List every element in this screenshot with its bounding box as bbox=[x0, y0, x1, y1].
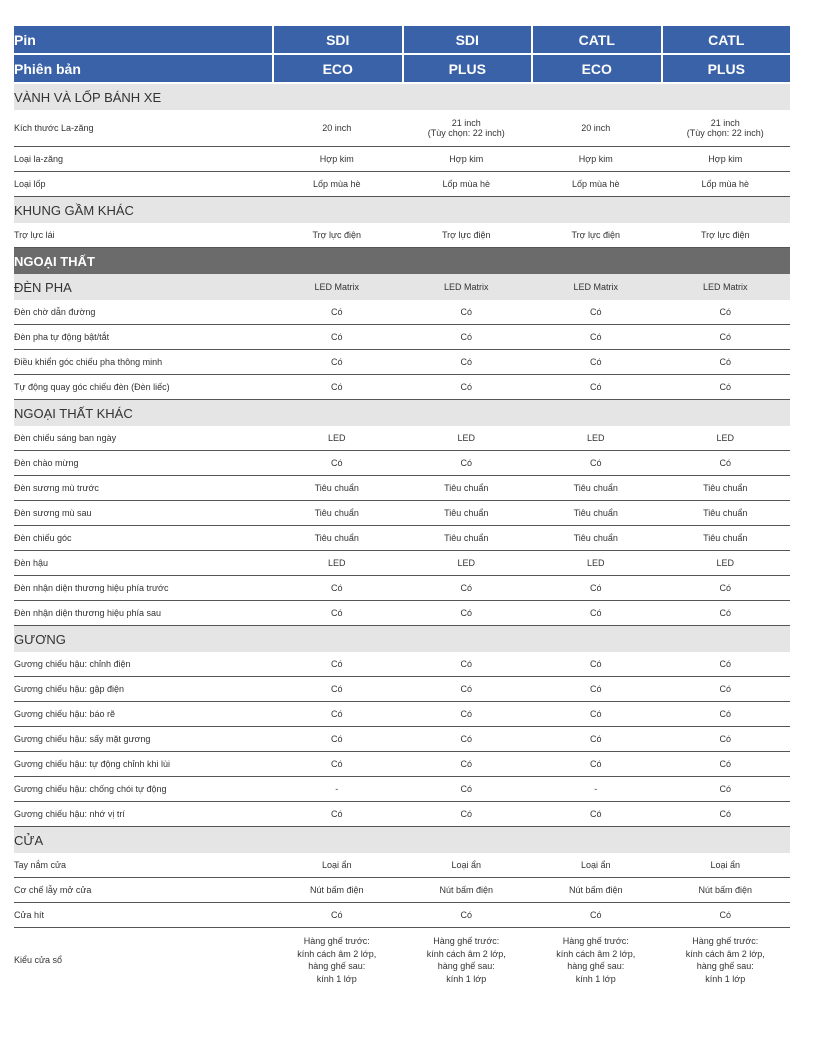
row-label: Loại la-zăng bbox=[14, 147, 272, 172]
row-label: Gương chiếu hậu: tự động chỉnh khi lùi bbox=[14, 752, 272, 777]
row-label: Đèn nhận diện thương hiệu phía trước bbox=[14, 576, 272, 601]
row-value: Có bbox=[402, 903, 532, 928]
row-value: Có bbox=[531, 802, 661, 827]
row-label: Kích thước La-zăng bbox=[14, 110, 272, 147]
row-value: Hợp kim bbox=[272, 147, 402, 172]
row-value: Có bbox=[272, 350, 402, 375]
row-label: Gương chiếu hậu: chỉnh điện bbox=[14, 652, 272, 677]
row-label: Trợ lực lái bbox=[14, 223, 272, 248]
row-value: Lốp mùa hè bbox=[661, 172, 791, 197]
row-value: Có bbox=[272, 702, 402, 727]
header-cell: CATL bbox=[661, 26, 791, 55]
row-label: Tay nắm cửa bbox=[14, 853, 272, 878]
row-value: Có bbox=[531, 325, 661, 350]
section-header-chassis bbox=[14, 197, 790, 223]
row-value: Nút bấm điện bbox=[402, 878, 532, 903]
row-label: Đèn nhận diện thương hiệu phía sau bbox=[14, 601, 272, 626]
row-value: Có bbox=[402, 350, 532, 375]
table-row bbox=[14, 172, 790, 197]
row-value: Lốp mùa hè bbox=[272, 172, 402, 197]
row-value: Có bbox=[531, 350, 661, 375]
row-value: Có bbox=[402, 777, 532, 802]
header-cell: PLUS bbox=[402, 55, 532, 84]
row-value: Tiêu chuẩn bbox=[661, 526, 791, 551]
row-value: Trợ lực điện bbox=[661, 223, 791, 248]
table-row bbox=[14, 300, 790, 325]
row-value: Có bbox=[531, 300, 661, 325]
row-label: Gương chiếu hậu: báo rẽ bbox=[14, 702, 272, 727]
table-row bbox=[14, 853, 790, 878]
table-row bbox=[14, 802, 790, 827]
section-header-exterior_other bbox=[14, 400, 790, 426]
table-row bbox=[14, 677, 790, 702]
table-row bbox=[14, 426, 790, 451]
section-value: LED Matrix bbox=[272, 274, 402, 300]
row-label: Gương chiếu hậu: nhớ vị trí bbox=[14, 802, 272, 827]
table-row bbox=[14, 501, 790, 526]
row-value: Hàng ghế trước: kính cách âm 2 lớp, hàng ghế sau: kính 1 lớp bbox=[556, 936, 636, 984]
row-value: Có bbox=[531, 727, 661, 752]
row-label: Cửa hít bbox=[14, 903, 272, 928]
row-value: Có bbox=[661, 702, 791, 727]
row-value: Có bbox=[402, 300, 532, 325]
row-value: Có bbox=[272, 752, 402, 777]
row-value: Có bbox=[272, 300, 402, 325]
row-value: Loại ẩn bbox=[661, 853, 791, 878]
row-label: Đèn chào mừng bbox=[14, 451, 272, 476]
row-label: Đèn hậu bbox=[14, 551, 272, 576]
row-label: Đèn pha tự động bật/tắt bbox=[14, 325, 272, 350]
row-value: Có bbox=[661, 300, 791, 325]
section-header-mirrors bbox=[14, 626, 790, 652]
row-value: Hàng ghế trước: kính cách âm 2 lớp, hàng ghế sau: kính 1 lớp bbox=[685, 936, 765, 984]
row-value: Hàng ghế trước: kính cách âm 2 lớp, hàng ghế sau: kính 1 lớp bbox=[426, 936, 506, 984]
row-label: Gương chiếu hậu: sấy mặt gương bbox=[14, 727, 272, 752]
section-value: LED Matrix bbox=[661, 274, 791, 300]
row-value: Có bbox=[402, 375, 532, 400]
major-section-title: NGOẠI THẤT bbox=[14, 248, 790, 274]
row-value: Có bbox=[661, 375, 791, 400]
row-value: Có bbox=[402, 802, 532, 827]
row-value: Có bbox=[661, 652, 791, 677]
table-row bbox=[14, 350, 790, 375]
row-value: Có bbox=[272, 375, 402, 400]
row-value: Tiêu chuẩn bbox=[531, 526, 661, 551]
row-value: Có bbox=[661, 350, 791, 375]
row-value: LED bbox=[272, 426, 402, 451]
row-value: Có bbox=[272, 727, 402, 752]
row-value: Có bbox=[402, 677, 532, 702]
row-label: Đèn chờ dẫn đường bbox=[14, 300, 272, 325]
row-value: 20 inch bbox=[531, 110, 661, 147]
section-title: CỬA bbox=[14, 827, 790, 853]
header-row-battery bbox=[14, 26, 790, 55]
header-label-version: Phiên bản bbox=[14, 55, 272, 84]
row-value: Tiêu chuẩn bbox=[531, 501, 661, 526]
row-value: Có bbox=[531, 375, 661, 400]
row-label: Gương chiếu hậu: gập điện bbox=[14, 677, 272, 702]
table-row bbox=[14, 652, 790, 677]
section-title: VÀNH VÀ LỐP BÁNH XE bbox=[14, 84, 790, 110]
row-value: 20 inch bbox=[272, 110, 402, 147]
row-label: Tự động quay góc chiếu đèn (Đèn liếc) bbox=[14, 375, 272, 400]
header-row-version bbox=[14, 55, 790, 84]
header-label-battery: Pin bbox=[14, 26, 272, 55]
table-row bbox=[14, 601, 790, 626]
row-value: Loại ẩn bbox=[402, 853, 532, 878]
section-title: ĐÈN PHA bbox=[14, 274, 272, 300]
table-row bbox=[14, 476, 790, 501]
spec-table bbox=[14, 26, 790, 992]
row-value: Có bbox=[402, 702, 532, 727]
table-row bbox=[14, 526, 790, 551]
row-label: Kiểu cửa sổ bbox=[14, 954, 63, 965]
row-value: Có bbox=[531, 652, 661, 677]
row-value: Tiêu chuẩn bbox=[272, 526, 402, 551]
section-header-headlights bbox=[14, 274, 790, 300]
row-value: Có bbox=[402, 752, 532, 777]
section-header-wheels bbox=[14, 84, 790, 110]
table-row bbox=[14, 702, 790, 727]
row-label: Loại lốp bbox=[14, 172, 272, 197]
header-cell: ECO bbox=[272, 55, 402, 84]
row-value: Hợp kim bbox=[531, 147, 661, 172]
row-value: Có bbox=[661, 752, 791, 777]
table-row bbox=[14, 110, 790, 147]
row-value: Có bbox=[272, 325, 402, 350]
row-label: Cơ chế lẫy mở cửa bbox=[14, 878, 272, 903]
row-value: Có bbox=[531, 903, 661, 928]
row-value: Có bbox=[272, 677, 402, 702]
row-value: Có bbox=[531, 576, 661, 601]
row-value: Có bbox=[531, 601, 661, 626]
row-value: Tiêu chuẩn bbox=[402, 526, 532, 551]
row-value: Tiêu chuẩn bbox=[402, 501, 532, 526]
row-value: Có bbox=[402, 601, 532, 626]
row-value: Hợp kim bbox=[402, 147, 532, 172]
row-value: Tiêu chuẩn bbox=[272, 501, 402, 526]
row-value: Trợ lực điện bbox=[402, 223, 532, 248]
row-value: Loại ẩn bbox=[272, 853, 402, 878]
table-row bbox=[14, 451, 790, 476]
spec-table-body bbox=[14, 26, 790, 992]
row-value: 21 inch (Tùy chọn: 22 inch) bbox=[402, 110, 532, 147]
header-cell: ECO bbox=[531, 55, 661, 84]
table-row bbox=[14, 903, 790, 928]
row-value: Có bbox=[402, 727, 532, 752]
row-value: LED bbox=[402, 426, 532, 451]
header-cell: SDI bbox=[272, 26, 402, 55]
row-value: Có bbox=[272, 652, 402, 677]
row-value: Lốp mùa hè bbox=[531, 172, 661, 197]
row-value: Có bbox=[402, 325, 532, 350]
row-value: Có bbox=[661, 727, 791, 752]
row-value: Có bbox=[531, 677, 661, 702]
row-value: Có bbox=[272, 451, 402, 476]
row-value: LED bbox=[531, 551, 661, 576]
row-label: Đèn chiếu góc bbox=[14, 526, 272, 551]
row-value: Có bbox=[531, 752, 661, 777]
row-value: Có bbox=[272, 576, 402, 601]
row-value: Có bbox=[661, 903, 791, 928]
row-value: - bbox=[272, 777, 402, 802]
row-value: Tiêu chuẩn bbox=[272, 476, 402, 501]
row-value: Tiêu chuẩn bbox=[531, 476, 661, 501]
row-value: Có bbox=[661, 576, 791, 601]
table-row bbox=[14, 752, 790, 777]
row-value: Có bbox=[402, 576, 532, 601]
row-value: Có bbox=[402, 451, 532, 476]
row-value: 21 inch (Tùy chọn: 22 inch) bbox=[661, 110, 791, 147]
section-value: LED Matrix bbox=[531, 274, 661, 300]
row-value: Lốp mùa hè bbox=[402, 172, 532, 197]
table-row bbox=[14, 928, 790, 992]
row-value: Loại ẩn bbox=[531, 853, 661, 878]
row-value: Trợ lực điện bbox=[272, 223, 402, 248]
row-value: Hợp kim bbox=[661, 147, 791, 172]
row-label: Đèn sương mù trước bbox=[14, 476, 272, 501]
row-value: Tiêu chuẩn bbox=[402, 476, 532, 501]
table-row bbox=[14, 576, 790, 601]
table-row bbox=[14, 375, 790, 400]
row-value: Có bbox=[661, 677, 791, 702]
row-value: Có bbox=[661, 802, 791, 827]
row-value: Tiêu chuẩn bbox=[661, 501, 791, 526]
table-row bbox=[14, 325, 790, 350]
row-label: Đèn sương mù sau bbox=[14, 501, 272, 526]
row-value: Có bbox=[531, 451, 661, 476]
section-title: KHUNG GẦM KHÁC bbox=[14, 197, 790, 223]
row-value: LED bbox=[402, 551, 532, 576]
row-value: LED bbox=[272, 551, 402, 576]
row-value: Nút bấm điện bbox=[272, 878, 402, 903]
row-label: Điều khiển góc chiếu pha thông minh bbox=[14, 350, 272, 375]
row-value: LED bbox=[661, 426, 791, 451]
row-value: Có bbox=[272, 601, 402, 626]
row-value: Có bbox=[661, 325, 791, 350]
row-value: Có bbox=[531, 702, 661, 727]
row-value: Nút bấm điện bbox=[531, 878, 661, 903]
row-label: Đèn chiếu sáng ban ngày bbox=[14, 426, 272, 451]
table-row bbox=[14, 727, 790, 752]
section-title: NGOẠI THẤT KHÁC bbox=[14, 400, 790, 426]
table-row bbox=[14, 878, 790, 903]
header-cell: CATL bbox=[531, 26, 661, 55]
section-value: LED Matrix bbox=[402, 274, 532, 300]
row-value: Có bbox=[661, 777, 791, 802]
row-value: - bbox=[531, 777, 661, 802]
table-row bbox=[14, 223, 790, 248]
header-cell: PLUS bbox=[661, 55, 791, 84]
row-value: Hàng ghế trước: kính cách âm 2 lớp, hàng ghế sau: kính 1 lớp bbox=[297, 936, 377, 984]
row-value: Có bbox=[272, 903, 402, 928]
row-value: Có bbox=[661, 451, 791, 476]
table-row bbox=[14, 147, 790, 172]
section-title: GƯƠNG bbox=[14, 626, 790, 652]
row-value: LED bbox=[531, 426, 661, 451]
row-value: LED bbox=[661, 551, 791, 576]
section-header-exterior bbox=[14, 248, 790, 274]
row-value: Có bbox=[661, 601, 791, 626]
table-row bbox=[14, 777, 790, 802]
row-value: Nút bấm điện bbox=[661, 878, 791, 903]
row-value: Có bbox=[272, 802, 402, 827]
row-value: Có bbox=[402, 652, 532, 677]
row-value: Tiêu chuẩn bbox=[661, 476, 791, 501]
header-cell: SDI bbox=[402, 26, 532, 55]
table-row bbox=[14, 551, 790, 576]
section-header-doors bbox=[14, 827, 790, 853]
row-value: Trợ lực điện bbox=[531, 223, 661, 248]
row-label: Gương chiếu hậu: chống chói tự động bbox=[14, 777, 272, 802]
